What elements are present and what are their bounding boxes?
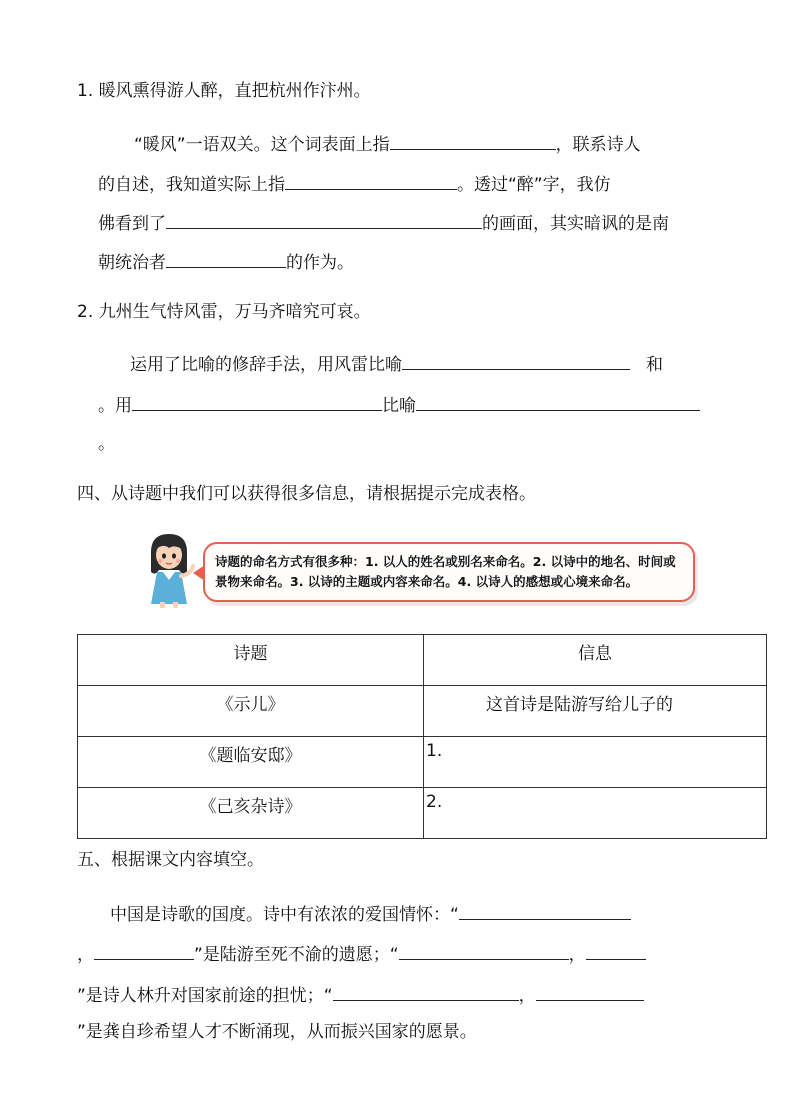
q2-line-3: 。 [98, 434, 115, 454]
table-row [78, 788, 767, 839]
q2-blank-2[interactable] [132, 392, 382, 411]
q1-line-1 [134, 131, 641, 157]
info-cell[interactable]: 1. [424, 737, 767, 788]
s5-line-3 [77, 982, 644, 1008]
speech-bubble [203, 542, 695, 602]
poem-info-table [77, 634, 767, 839]
q1-text: 佛看到了 [98, 214, 166, 234]
table-row [78, 686, 767, 737]
s5-text: ”是诗人林升对国家前途的担忧；“ [77, 986, 333, 1006]
q1-text: 的作为。 [286, 253, 354, 273]
poem-title-cell: 《示儿》 [78, 686, 424, 737]
cartoon-girl-icon [143, 530, 195, 608]
q1-text: 的画面，其实暗讽的是南 [482, 214, 669, 234]
q1-text: “暖风”一语双关。这个词表面上指 [134, 135, 390, 155]
s5-blank-5[interactable] [333, 982, 519, 1001]
q1-text: 。透过“醉”字，我仿 [457, 175, 611, 195]
poem-title-cell: 《题临安邸》 [78, 737, 424, 788]
q2-line-2 [98, 392, 700, 418]
info-cell[interactable]: 2. [424, 788, 767, 839]
s5-blank-3[interactable] [399, 941, 569, 960]
q1-line-3 [98, 210, 669, 236]
section-4-heading: 四、从诗题中我们可以获得很多信息，请根据提示完成表格。 [77, 484, 536, 504]
q1-verse: 1. 暖风熏得游人醉，直把杭州作汴州。 [77, 81, 371, 101]
q2-text: 。用 [98, 396, 132, 416]
poem-title-cell: 《己亥杂诗》 [78, 788, 424, 839]
table-header-row [78, 635, 767, 686]
q2-verse: 2. 九州生气恃风雷，万马齐喑究可哀。 [77, 302, 371, 322]
s5-text: ， [77, 945, 94, 965]
section-5-heading: 五、根据课文内容填空。 [77, 850, 264, 870]
s5-text: 中国是诗歌的国度。诗中有浓浓的爱国情怀：“ [110, 905, 459, 925]
q1-blank-3[interactable] [166, 210, 482, 229]
s5-line-1 [110, 901, 631, 927]
q2-text: 运用了比喻的修辞手法，用风雷比喻 [130, 355, 402, 375]
header-info: 信息 [424, 635, 767, 686]
q2-text: 和 [646, 355, 663, 375]
s5-text: ， [518, 986, 536, 1006]
s5-blank-2[interactable] [94, 941, 194, 960]
q2-blank-1[interactable] [402, 351, 630, 370]
info-cell[interactable]: 这首诗是陆游写给儿子的 [424, 686, 767, 737]
q2-text: 比喻 [382, 396, 416, 416]
s5-blank-6[interactable] [536, 982, 644, 1001]
s5-blank-1[interactable] [459, 901, 631, 920]
q2-blank-3[interactable] [416, 392, 700, 411]
q1-text: 的自述，我知道实际上指 [98, 175, 285, 195]
q1-text: 朝统治者 [98, 253, 166, 273]
s5-text: ”是陆游至死不渝的遗愿；“ [194, 945, 399, 965]
s5-blank-4[interactable] [586, 941, 646, 960]
q1-blank-4[interactable] [166, 249, 286, 268]
naming-tip-callout [143, 530, 703, 608]
s5-line-4: ”是龚自珍希望人才不断涌现，从而振兴国家的愿景。 [77, 1022, 477, 1042]
q1-text: ，联系诗人 [555, 135, 641, 155]
naming-tip-text: 诗题的命名方式有很多种：1. 以人的姓名或别名来命名。2. 以诗中的地名、时间或景物来命名。3. 以诗的主题或内容来命名。4. 以诗人的感想或心境来命名。 [215, 554, 676, 589]
table-row [78, 737, 767, 788]
q1-line-4 [98, 249, 354, 275]
s5-line-2 [77, 941, 646, 967]
q1-blank-1[interactable] [390, 131, 556, 150]
q1-blank-2[interactable] [285, 171, 457, 190]
header-poem-title: 诗题 [78, 635, 424, 686]
q1-line-2 [98, 171, 611, 197]
q2-line-1 [130, 351, 663, 377]
s5-text: ， [568, 945, 586, 965]
